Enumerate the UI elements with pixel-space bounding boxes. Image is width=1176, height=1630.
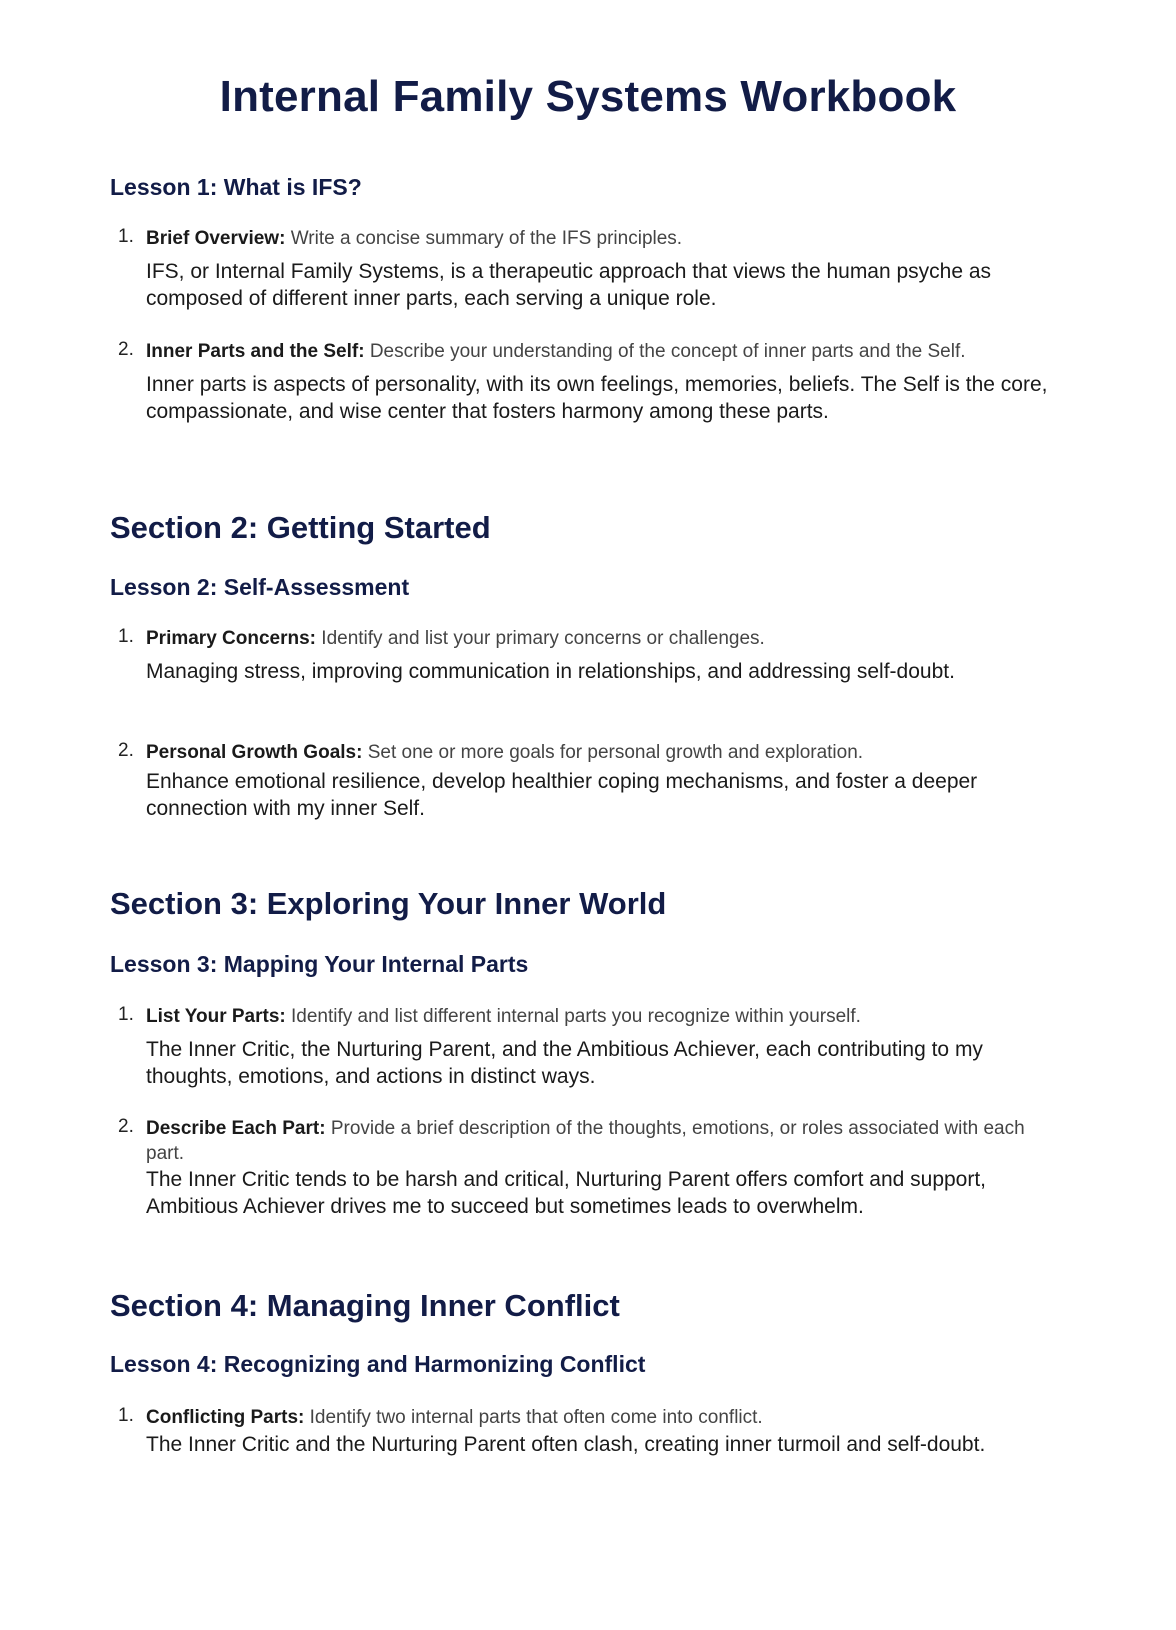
item-number: 1. bbox=[118, 1004, 134, 1025]
prompt-text: Describe your understanding of the concept of inner parts and the Self. bbox=[369, 341, 966, 362]
list-item bbox=[118, 626, 1058, 685]
list-item bbox=[118, 226, 1058, 312]
item-answer: Managing stress, improving communication in relationships, and addressing self-doubt. bbox=[146, 660, 955, 683]
item-prompt bbox=[146, 1405, 1058, 1430]
item-number: 2. bbox=[118, 339, 134, 360]
prompt-text: Identify and list your primary concerns or challenges. bbox=[321, 628, 765, 649]
prompt-text: Identify two internal parts that often come into conflict. bbox=[309, 1407, 763, 1428]
section-2-title: Section 2: Getting Started bbox=[110, 510, 491, 545]
item-number: 1. bbox=[118, 1405, 134, 1426]
item-number: 1. bbox=[118, 626, 134, 647]
item-prompt bbox=[146, 1116, 1058, 1166]
item-number: 2. bbox=[118, 740, 134, 761]
prompt-text: Set one or more goals for personal growth and exploration. bbox=[367, 742, 864, 763]
list-item bbox=[118, 740, 1058, 822]
section-4-title: Section 4: Managing Inner Conflict bbox=[110, 1288, 620, 1323]
lesson-3-title: Lesson 3: Mapping Your Internal Parts bbox=[110, 951, 529, 977]
list-item bbox=[118, 1116, 1058, 1220]
item-prompt bbox=[146, 339, 1058, 364]
item-number: 2. bbox=[118, 1116, 134, 1137]
list-item bbox=[118, 339, 1058, 425]
prompt-text: Identify and list different internal parts you recognize within yourself. bbox=[291, 1006, 861, 1027]
item-prompt bbox=[146, 226, 1058, 251]
list-item bbox=[118, 1004, 1058, 1090]
item-answer: IFS, or Internal Family Systems, is a therapeutic approach that views the human psyche as composed of different inner parts, each serving a unique role. bbox=[146, 260, 992, 310]
item-prompt bbox=[146, 1004, 1058, 1029]
prompt-label: Conflicting Parts: bbox=[146, 1407, 305, 1428]
prompt-label: List Your Parts: bbox=[146, 1006, 286, 1027]
prompt-label: Brief Overview: bbox=[146, 228, 286, 249]
item-answer: The Inner Critic and the Nurturing Parent often clash, creating inner turmoil and self-doubt. bbox=[146, 1433, 986, 1456]
item-answer: Inner parts is aspects of personality, with its own feelings, memories, beliefs. The Self is the core, compassionate, and wise center that fosters harmony among these parts. bbox=[146, 373, 1048, 423]
item-prompt bbox=[146, 626, 1058, 651]
prompt-text: Write a concise summary of the IFS principles. bbox=[290, 228, 683, 249]
prompt-label: Personal Growth Goals: bbox=[146, 742, 363, 763]
list-item bbox=[118, 1405, 1058, 1458]
item-answer: The Inner Critic, the Nurturing Parent, and the Ambitious Achiever, each contributing to my thoughts, emotions, and actions in distinct ways. bbox=[146, 1038, 983, 1088]
lesson-4-title: Lesson 4: Recognizing and Harmonizing Conflict bbox=[110, 1351, 646, 1377]
document-title: Internal Family Systems Workbook bbox=[219, 72, 957, 121]
item-answer: The Inner Critic tends to be harsh and critical, Nurturing Parent offers comfort and support, Ambitious Achiever drives me to succeed but sometimes leads to overwhelm. bbox=[146, 1168, 987, 1218]
prompt-label: Describe Each Part: bbox=[146, 1118, 326, 1139]
prompt-text: Provide a brief description of the thoughts, emotions, or roles associated with each part. bbox=[146, 1118, 1025, 1164]
prompt-label: Primary Concerns: bbox=[146, 628, 317, 649]
item-number: 1. bbox=[118, 226, 134, 247]
lesson-2-title: Lesson 2: Self-Assessment bbox=[110, 574, 410, 600]
lesson-1-title: Lesson 1: What is IFS? bbox=[110, 174, 362, 200]
prompt-label: Inner Parts and the Self: bbox=[146, 341, 365, 362]
section-3-title: Section 3: Exploring Your Inner World bbox=[110, 886, 667, 921]
item-answer: Enhance emotional resilience, develop healthier coping mechanisms, and foster a deeper connection with my inner Self. bbox=[146, 770, 978, 820]
item-prompt bbox=[146, 740, 1058, 765]
